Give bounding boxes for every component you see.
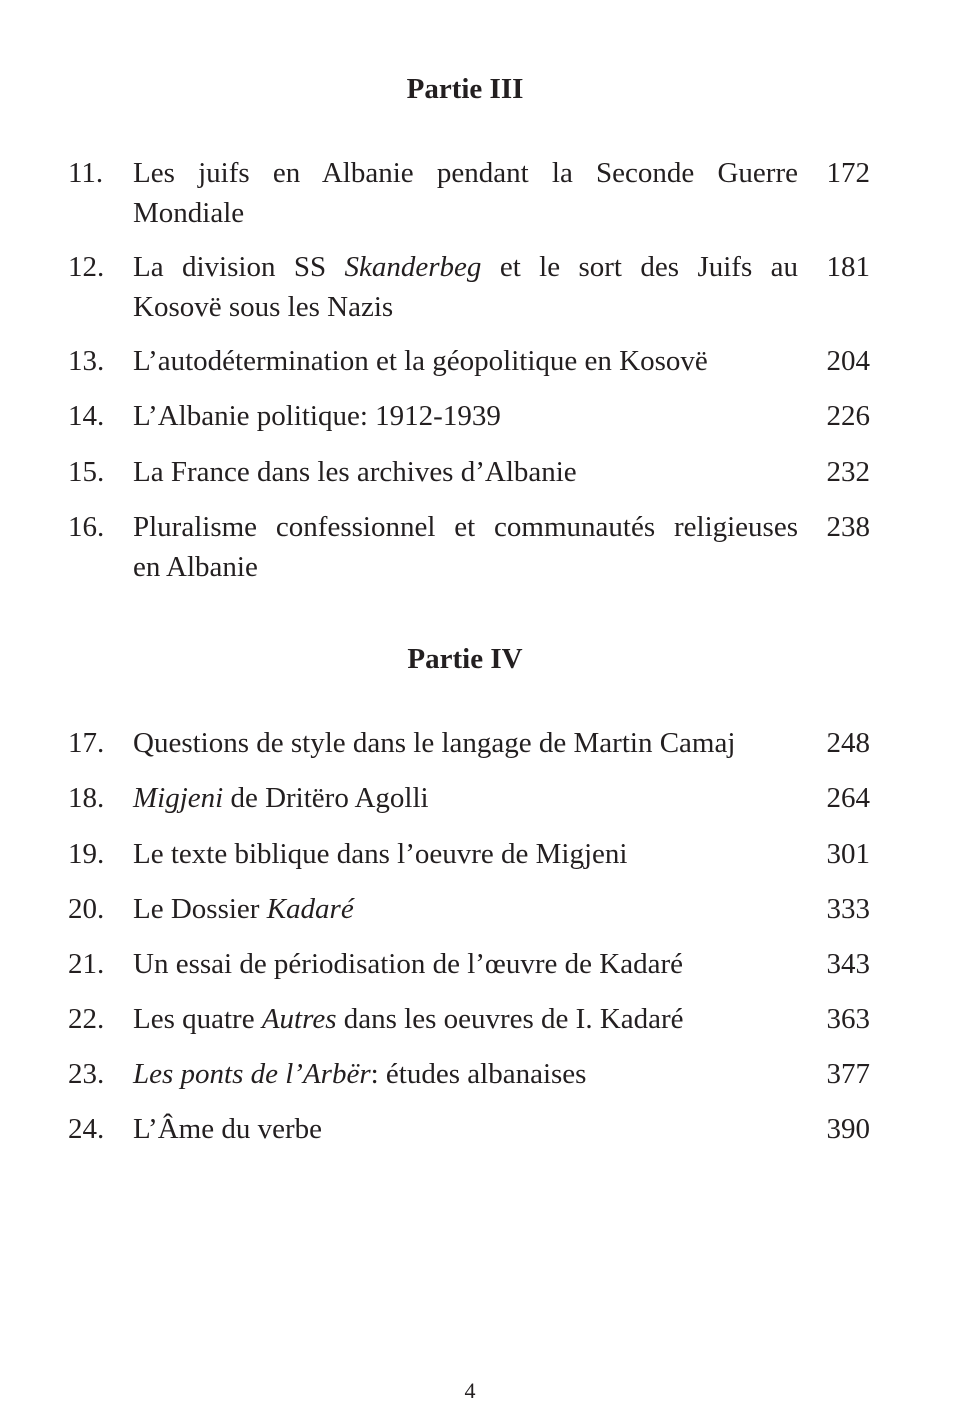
entry-page-number: 238 — [826, 511, 870, 543]
entry-title-line: Les juifs en Albanie pendant la Seconde Guerre — [133, 157, 798, 189]
entry-page-number: 363 — [826, 1003, 870, 1035]
entry-page-number: 301 — [826, 838, 870, 870]
entry-title — [133, 889, 798, 929]
entry-title-italic: Autres — [261, 1003, 337, 1035]
entry-page-number: 264 — [826, 782, 870, 814]
entry-title-line: Mondiale — [133, 197, 245, 229]
entry-number: 18. — [68, 782, 105, 814]
entry-title-text: Les quatre — [133, 1003, 262, 1035]
entry-title: Le texte biblique dans l’oeuvre de Migjeni — [133, 838, 628, 870]
entry-number: 11. — [68, 157, 104, 189]
entry-number: 19. — [68, 838, 105, 870]
entry-title: L’autodétermination et la géopolitique en Kosovë — [133, 345, 708, 377]
entry-title: Un essai de périodisation de l’œuvre de Kadaré — [133, 948, 683, 980]
page-folio: 4 — [464, 1378, 476, 1403]
entry-page-number: 204 — [826, 345, 870, 377]
entry-title-line — [133, 247, 798, 287]
entry-title-italic: Les ponts de l’Arbër — [133, 1058, 371, 1090]
entry-title-text: et le sort des Juifs au — [499, 251, 799, 283]
entry-title-italic: Kadaré — [266, 893, 354, 925]
entry-title — [133, 999, 798, 1039]
entry-page-number: 333 — [826, 893, 870, 925]
entry-title-text: La division SS — [133, 251, 345, 283]
entry-title-text: Le Dossier — [133, 893, 267, 925]
entry-page-number: 343 — [826, 948, 870, 980]
entry-title-text: dans les oeuvres de I. Kadaré — [336, 1003, 684, 1035]
entry-title-italic: Skanderbeg — [344, 251, 482, 283]
entry-page-number: 390 — [826, 1113, 870, 1145]
entry-number: 14. — [68, 400, 105, 432]
entry-number: 24. — [68, 1113, 105, 1145]
part-heading: Partie IV — [407, 643, 523, 675]
entry-title — [133, 778, 798, 818]
entry-number: 17. — [68, 727, 105, 759]
entry-page-number: 377 — [826, 1058, 870, 1090]
entry-number: 20. — [68, 893, 105, 925]
entry-page-number: 172 — [826, 157, 870, 189]
entry-title-line: en Albanie — [133, 551, 258, 583]
entry-title — [133, 153, 798, 233]
entry-number: 16. — [68, 511, 105, 543]
part-heading: Partie III — [406, 73, 524, 105]
entry-page-number: 181 — [826, 251, 870, 283]
entry-title: La France dans les archives d’Albanie — [133, 456, 577, 488]
entry-title-line: Pluralisme confessionnel et communautés religieuses — [133, 511, 798, 543]
entry-page-number: 226 — [826, 400, 870, 432]
entry-title: L’Albanie politique: 1912-1939 — [133, 400, 501, 432]
entry-title: L’Âme du verbe — [133, 1113, 322, 1145]
entry-number: 12. — [68, 251, 105, 283]
entry-number: 15. — [68, 456, 105, 488]
entry-page-number: 248 — [826, 727, 870, 759]
entry-number: 13. — [68, 345, 105, 377]
entry-title-text: de Dritëro Agolli — [223, 782, 429, 814]
entry-title-italic: Migjeni — [133, 782, 224, 814]
entry-page-number: 232 — [826, 456, 870, 488]
entry-title: Questions de style dans le langage de Martin Camaj — [133, 727, 736, 759]
entry-title-text: : études albanaises — [370, 1058, 587, 1090]
entry-title — [133, 247, 798, 327]
entry-title-line: Kosovë sous les Nazis — [133, 291, 394, 323]
entry-number: 23. — [68, 1058, 105, 1090]
entry-title — [133, 507, 798, 587]
entry-title — [133, 1054, 798, 1094]
entry-number: 22. — [68, 1003, 105, 1035]
entry-number: 21. — [68, 948, 105, 980]
